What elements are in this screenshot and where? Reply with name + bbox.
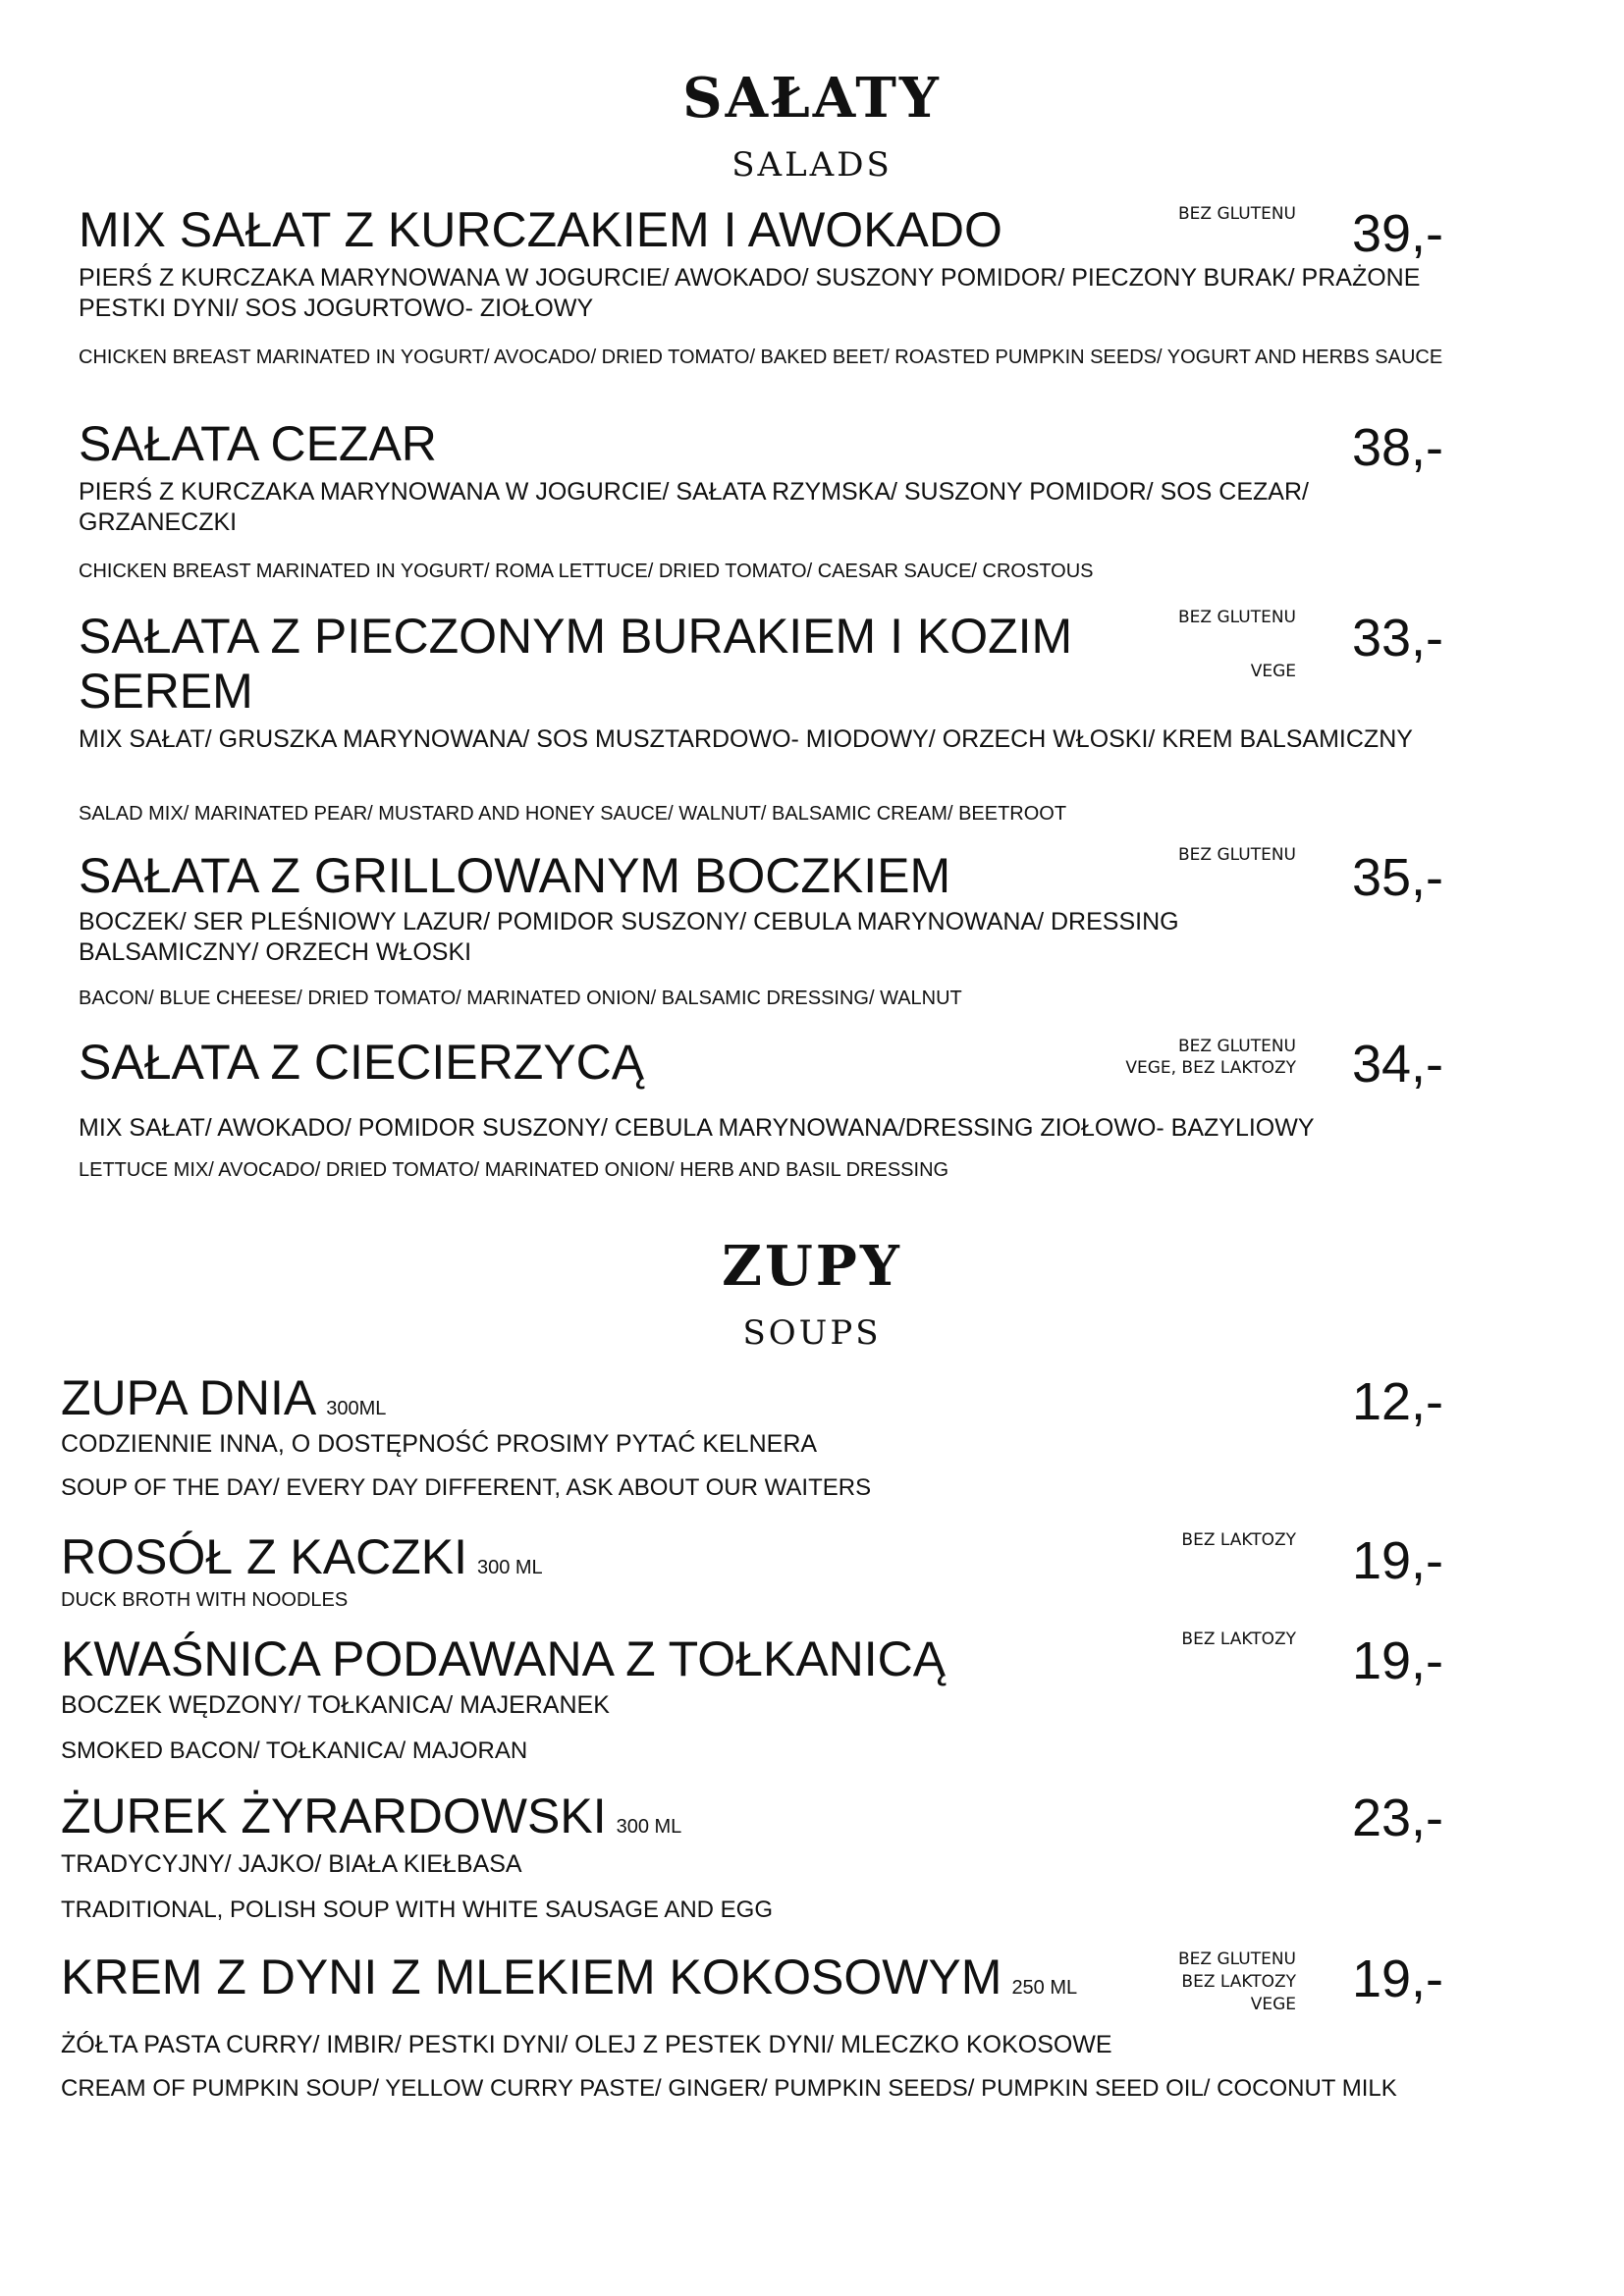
soup-2-volume: 300 ML (476, 1557, 543, 1578)
soup-2-name-text: ROSÓŁ Z KACZKI (61, 1529, 467, 1584)
salads-subtitle: SALADS (731, 145, 893, 185)
soups-title: ZUPY (722, 1234, 902, 1299)
salad-4-price: 35,- (1351, 848, 1443, 907)
salad-1-desc-pl: PIERŚ Z KURCZAKA MARYNOWANA W JOGURCIE/ AWOKADO/ SUSZONY POMIDOR/ PIECZONY BURAK/ PRAŻONE PESTKI DYNI/ SOS JOGURTOWO- ZIOŁOWY (79, 264, 1421, 322)
salad-2-desc-pl: PIERŚ Z KURCZAKA MARYNOWANA W JOGURCIE/ SAŁATA RZYMSKA/ SUSZONY POMIDOR/ SOS CEZAR/ GRZANECZKI (79, 478, 1309, 536)
soup-3-name: KWAŚNICA PODAWANA Z TOŁKANICĄ (61, 1631, 947, 1686)
salad-3-name-line1: SAŁATA Z PIECZONYM BURAKIEM I KOZIM (79, 609, 1073, 664)
salad-5-desc-pl: MIX SAŁAT/ AWOKADO/ POMIDOR SUSZONY/ CEBULA MARYNOWANA/DRESSING ZIOŁOWO- BAZYLIOWY (79, 1114, 1315, 1142)
soup-5-price: 19,- (1351, 1949, 1443, 2008)
soup-5-desc-en: CREAM OF PUMPKIN SOUP/ YELLOW CURRY PASTE/ GINGER/ PUMPKIN SEEDS/ PUMPKIN SEED OIL/ COCONUT MILK (61, 2075, 1397, 2102)
soup-1-name (61, 1372, 386, 1434)
salad-3-desc-pl: MIX SAŁAT/ GRUSZKA MARYNOWANA/ SOS MUSZTARDOWO- MIODOWY/ ORZECH WŁOSKI/ KREM BALSAMICZNY (79, 725, 1413, 753)
soup-3-tag-lactose-free: BEZ LAKTOZY (1181, 1629, 1296, 1649)
soup-5-name (61, 1951, 1077, 2013)
salad-4-tag-gluten-free: BEZ GLUTENU (1178, 845, 1296, 865)
soup-3-desc-en: SMOKED BACON/ TOŁKANICA/ MAJORAN (61, 1737, 528, 1764)
salad-5-price: 34,- (1351, 1035, 1443, 1094)
soup-5-tag-gluten-free: BEZ GLUTENU (1178, 1949, 1296, 1969)
soup-4-desc-pl: TRADYCYJNY/ JAJKO/ BIAŁA KIEŁBASA (61, 1850, 522, 1878)
salad-3-tag-vege: VEGE (1250, 662, 1296, 681)
salad-4-desc-en: BACON/ BLUE CHEESE/ DRIED TOMATO/ MARINATED ONION/ BALSAMIC DRESSING/ WALNUT (79, 988, 962, 1009)
soup-3-desc-pl: BOCZEK WĘDZONY/ TOŁKANICA/ MAJERANEK (61, 1691, 610, 1719)
salad-2-desc-en: CHICKEN BREAST MARINATED IN YOGURT/ ROMA LETTUCE/ DRIED TOMATO/ CAESAR SAUCE/ CROSTOUS (79, 561, 1094, 582)
soup-5-name-text: KREM Z DYNI Z MLEKIEM KOKOSOWYM (61, 1949, 1002, 2004)
salad-5-tag-vege-lactose-free: VEGE, BEZ LAKTOZY (1125, 1058, 1296, 1078)
soup-2-name (61, 1531, 543, 1593)
salad-1-desc-en: CHICKEN BREAST MARINATED IN YOGURT/ AVOCADO/ DRIED TOMATO/ BAKED BEET/ ROASTED PUMPKIN SEEDS/ YOGURT AND HERBS SAUCE (79, 347, 1443, 368)
soup-4-price: 23,- (1351, 1789, 1443, 1847)
soup-5-tag-vege: VEGE (1250, 1995, 1296, 2014)
soup-4-desc-en: TRADITIONAL, POLISH SOUP WITH WHITE SAUSAGE AND EGG (61, 1896, 774, 1923)
salad-4-desc-pl: BOCZEK/ SER PLEŚNIOWY LAZUR/ POMIDOR SUSZONY/ CEBULA MARYNOWANA/ DRESSING BALSAMICZNY/ ORZECH WŁOSKI (79, 908, 1179, 966)
salads-title: SAŁATY (682, 66, 942, 131)
soup-5-desc-pl: ŻÓŁTA PASTA CURRY/ IMBIR/ PESTKI DYNI/ OLEJ Z PESTEK DYNI/ MLECZKO KOKOSOWE (61, 2031, 1112, 2058)
soup-1-name-text: ZUPA DNIA (61, 1370, 317, 1425)
salad-3-tag-gluten-free: BEZ GLUTENU (1178, 608, 1296, 627)
soup-5-tag-lactose-free: BEZ LAKTOZY (1181, 1972, 1296, 1992)
soup-4-volume: 300 ML (616, 1816, 682, 1838)
soup-1-desc-en: SOUP OF THE DAY/ EVERY DAY DIFFERENT, ASK ABOUT OUR WAITERS (61, 1474, 872, 1501)
salad-1-name: MIX SAŁAT Z KURCZAKIEM I AWOKADO (79, 202, 1002, 257)
soup-2-tag-lactose-free: BEZ LAKTOZY (1181, 1530, 1296, 1550)
soup-2-price: 19,- (1351, 1531, 1443, 1590)
salad-3-desc-en: SALAD MIX/ MARINATED PEAR/ MUSTARD AND HONEY SAUCE/ WALNUT/ BALSAMIC CREAM/ BEETROOT (79, 803, 1067, 825)
soup-1-price: 12,- (1351, 1372, 1443, 1431)
soup-4-name (61, 1790, 681, 1852)
salad-5-desc-en: LETTUCE MIX/ AVOCADO/ DRIED TOMATO/ MARINATED ONION/ HERB AND BASIL DRESSING (79, 1159, 949, 1181)
soup-4-name-text: ŻUREK ŻYRARDOWSKI (61, 1789, 607, 1843)
salad-1-tag-gluten-free: BEZ GLUTENU (1178, 204, 1296, 224)
salad-1-price: 39,- (1351, 204, 1443, 263)
soup-3-price: 19,- (1351, 1631, 1443, 1690)
soup-1-desc-pl: CODZIENNIE INNA, O DOSTĘPNOŚĆ PROSIMY PYTAĆ KELNERA (61, 1430, 818, 1458)
salad-3-price: 33,- (1351, 609, 1443, 667)
salad-4-name: SAŁATA Z GRILLOWANYM BOCZKIEM (79, 848, 951, 903)
salad-3-name-line2: SEREM (79, 664, 253, 719)
soup-5-volume: 250 ML (1011, 1977, 1078, 1999)
soups-subtitle: SOUPS (742, 1313, 882, 1353)
soup-2-desc-en: DUCK BROTH WITH NOODLES (61, 1589, 349, 1611)
salad-5-name: SAŁATA Z CIECIERZYCĄ (79, 1035, 645, 1090)
salad-5-tag-gluten-free: BEZ GLUTENU (1178, 1037, 1296, 1056)
salad-2-name: SAŁATA CEZAR (79, 416, 437, 471)
salad-2-price: 38,- (1351, 418, 1443, 477)
soup-1-volume: 300ML (326, 1398, 387, 1419)
